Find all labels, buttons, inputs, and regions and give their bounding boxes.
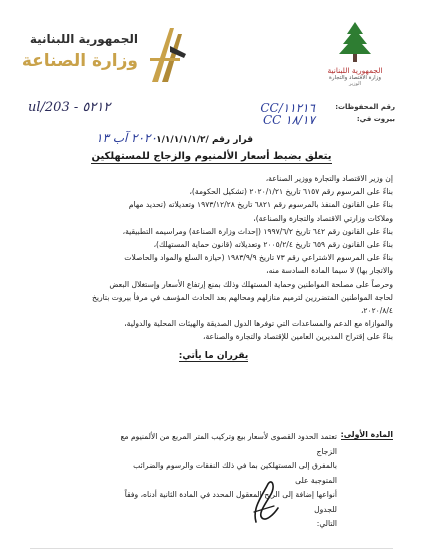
signature-icon xyxy=(248,478,282,524)
body-line: ٢٠٢٠/٨/٤، xyxy=(360,306,393,316)
body-line: بناءً على القانون المنفذ بالمرسوم رقم ٦٨٢١ تاريخ ١٩٧٣/١٢/٢٨ وتعديلاته (تحديد مهام xyxy=(128,200,393,210)
body-line: وحرصاً على مصلحة المواطنين وحماية المستهلك وذلك بمنع إرتفاع الأسعار وإستغلال البعض xyxy=(109,279,393,289)
decree-date-handwritten: ٢٠٢٠ آب ١٣ xyxy=(96,131,157,145)
record-number-label: رقم المحفوظات: xyxy=(335,103,395,111)
decide-heading-text: يقرران ما يأتي: xyxy=(178,350,249,361)
body-line: والاتجار بها) لا سيما المادة السادسة منه، xyxy=(266,266,393,276)
body-line: بناءً على القانون رقم ٦٥٩ تاريخ ٢٠٠٥/٢/٤ وتعديلاته (قانون حماية المستهلك)، xyxy=(153,240,393,250)
logo-left-line2: وزارة الصناعة xyxy=(21,51,138,71)
article-1-text xyxy=(110,430,337,532)
decree-number: قرار رقم /١/١/١/١/١/٢ xyxy=(156,135,253,145)
body-line: بناءً على المرسوم رقم ٦١٥٧ تاريخ ٢٠٢٠/١/٢١ (تشكيل الحكومة)، xyxy=(189,187,393,197)
body-line: بناءً على المرسوم الاشتراعي رقم ٧٣ تاريخ ١٩٨٣/٩/٩ (حيازة السلع والمواد والحاصلات xyxy=(124,253,393,263)
body-line: وملاكات وزارتي الاقتصاد والتجارة والصناعة)، xyxy=(253,213,393,223)
ministry-industry-logo xyxy=(21,24,190,90)
cedar-icon xyxy=(333,20,377,64)
bottom-divider xyxy=(30,548,393,549)
industry-emblem-icon xyxy=(148,24,190,84)
article-line: بالمفرق إلى المستهلكين بما في ذلك النفقات والرسوم والضرائب المتوجبة على xyxy=(133,461,337,485)
decide-heading xyxy=(34,350,393,363)
decree-subject-text: يتعلق بضبط أسعار الألمنيوم والزجاج للمستهلكين xyxy=(91,151,332,162)
article-1-label-text: المادة الأولى: xyxy=(340,430,393,439)
body-line: والموازاة مع الدعم والمساعدات التي توفرها الدول الصديقة والهيئات المحلية والدولية، xyxy=(124,319,393,329)
decree-preamble xyxy=(34,172,393,363)
body-line: لحاجة المواطنين المتضررين لترميم منازلهم ومحالهم بعد الحادث المؤسف في مرفأ بيروت بتاريخ xyxy=(91,292,393,302)
ministry-economy-logo xyxy=(315,20,395,100)
handwritten-reference-left: ul/203 - ٥٢١٢ xyxy=(28,100,111,115)
beirut-date-value: CC ١٨/١٧ xyxy=(262,113,315,127)
article-1-label xyxy=(341,430,393,439)
logo-left-line1: الجمهورية اللبنانية xyxy=(29,32,138,46)
body-line: بناءً على إقتراح المديرين العامين للإقتصاد والتجارة والصناعة، xyxy=(203,332,393,342)
beirut-date-label: بيروت في: xyxy=(356,115,395,123)
body-line: إن وزير الاقتصاد والتجارة ووزير الصناعة، xyxy=(265,174,393,183)
logo-right-republic: الجمهورية اللبنانية xyxy=(327,66,383,75)
logo-right-ministry: وزارة الاقتصاد والتجارة xyxy=(328,75,381,81)
article-line: التالي: xyxy=(316,519,337,528)
article-line: تعتمد الحدود القصوى لأسعار بيع وتركيب المتر المربع من الألمنيوم مع الزجاج xyxy=(120,432,337,456)
logo-right-office: الوزير xyxy=(348,81,362,87)
decree-subject xyxy=(0,151,423,162)
record-number-value: CC/١١٢١٦ xyxy=(260,101,315,115)
article-line: أنواعها إضافة إلى الربح المعقول المحدد في المادة الثانية أدناه، وفقاً للجدول xyxy=(124,490,337,514)
body-line: بناءً على القانون رقم ٦٤٢ تاريخ ١٩٩٧/٦/٢ (إحداث وزارة الصناعة) ومراسيمه التطبيقية، xyxy=(122,226,393,236)
